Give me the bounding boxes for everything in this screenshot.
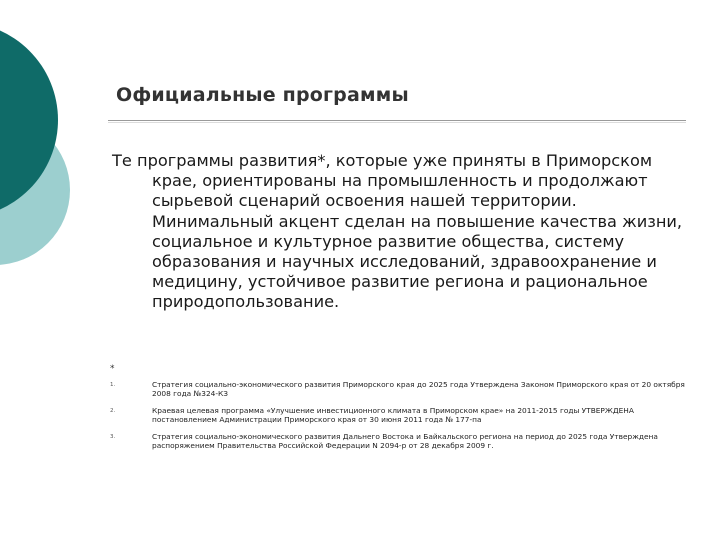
title-divider-shadow xyxy=(108,122,686,123)
reference-text: Стратегия социально-экономического развития Приморского края до 2025 года Утверждена Законом Приморского края от 20 октября 2008 года №324-КЗ xyxy=(152,380,685,399)
reference-item xyxy=(110,432,690,451)
slide-title: Официальные программы xyxy=(116,84,409,106)
reference-text: Стратегия социально-экономического развития Дальнего Востока и Байкальского региона на период до 2025 года Утверждена распоряжением Правительства Российской Федерации N 2094-р от 28 декабря 2009 г. xyxy=(152,432,658,451)
reference-text: Краевая целевая программа «Улучшение инвестиционного климата в Приморском крае» на 2011-2015 годы УТВЕРЖДЕНА постановлением Администрации Приморского края от 30 июня 2011 года № 177-па xyxy=(152,406,634,425)
reference-item xyxy=(110,406,690,425)
reference-item xyxy=(110,380,690,399)
main-paragraph-block xyxy=(112,151,697,313)
reference-number: 3. xyxy=(110,434,116,440)
reference-number: 2. xyxy=(110,408,116,414)
title-divider xyxy=(108,120,686,121)
decorative-circles xyxy=(0,0,120,300)
reference-list xyxy=(110,380,690,458)
main-paragraph: Те программы развития*, которые уже приняты в Приморском крае, ориентированы на промышленность и продолжают сырьевой сценарий освоения нашей территории. Минимальный акцент сделан на повышение качества жизни, социальное и культурное развитие общества, систему образования и научных исследований, здравоохранение и медицину, устойчивое развитие региона и рациональное природопользование. xyxy=(112,151,683,312)
footnote-marker: * xyxy=(110,364,115,374)
reference-number: 1. xyxy=(110,382,116,388)
